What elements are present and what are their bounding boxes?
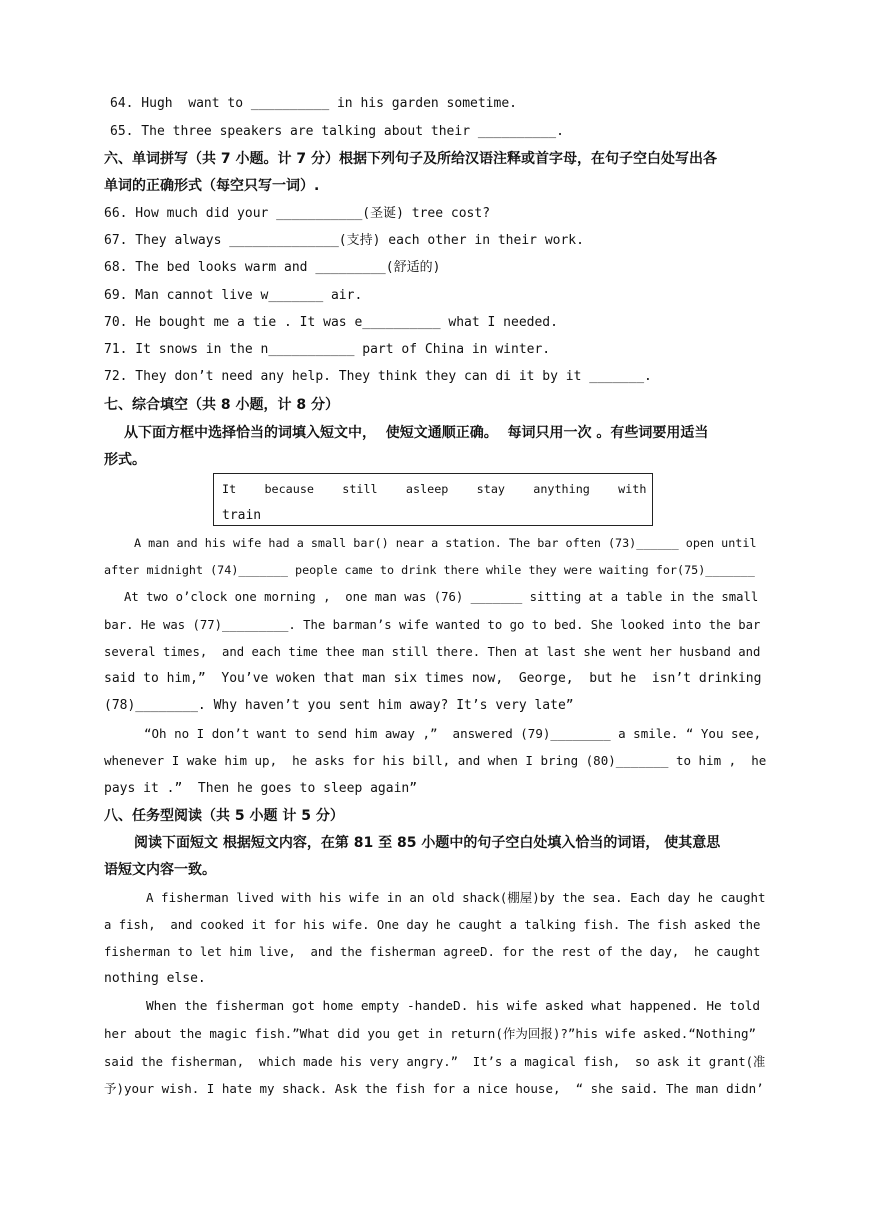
section-8-instructions: 阅读下面短文 根据短文内容，在第 81 至 85 小题中的句子空白处填入恰当的词语， 使其意思 <box>134 835 721 851</box>
reading-line-8: 予)your wish. I hate my shack. Ask the fish for a nice house, “ she said. The man didn’ <box>104 1081 764 1096</box>
cloze-line-1: A man and his wife had a small bar() near a station. The bar often (73)______ open until <box>134 536 757 550</box>
reading-line-5: When the fisherman got home empty -handeD. his wife asked what happened. He told <box>146 999 761 1014</box>
cloze-line-6: said to him,” You’ve woken that man six times now, George, but he isn’t drinking <box>104 671 762 686</box>
question-68: 68. The bed looks warm and _________(舒适的) <box>104 260 441 275</box>
section-8-instructions-cont: 语短文内容一致。 <box>104 862 216 878</box>
section-8-heading: 八、任务型阅读（共 5 小题 计 5 分） <box>104 808 344 824</box>
cloze-line-8: “Oh no I don’t want to send him away ,” answered (79)________ a smile. “ You see, <box>144 726 762 741</box>
reading-line-2: a fish, and cooked it for his wife. One day he caught a talking fish. The fish asked the <box>104 918 761 932</box>
question-64: 64. Hugh want to __________ in his garden sometime. <box>110 96 517 111</box>
cloze-line-5: several times, and each time thee man still there. Then at last she went her husband and <box>104 645 761 659</box>
word-bank-row-2: train <box>222 508 262 523</box>
cloze-line-10: pays it .” Then he goes to sleep again” <box>104 781 418 796</box>
cloze-line-9: whenever I wake him up, he asks for his bill, and when I bring (80)_______ to him , he <box>104 753 767 768</box>
section-7-instructions-cont: 形式。 <box>104 452 146 468</box>
question-69: 69. Man cannot live w_______ air. <box>104 288 363 303</box>
question-71: 71. It snows in the n___________ part of China in winter. <box>104 342 551 357</box>
question-66: 66. How much did your ___________(圣诞) tree cost? <box>104 206 491 221</box>
section-6-heading: 六、单词拼写（共 7 小题。计 7 分）根据下列句子及所给汉语注释或首字母，在句子空白处写出各 <box>104 151 717 167</box>
question-72: 72. They don’t need any help. They think they can di it by it _______. <box>104 369 652 384</box>
word-bank-box <box>213 473 653 526</box>
question-70: 70. He bought me a tie . It was e__________ what I needed. <box>104 315 558 330</box>
section-7-heading: 七、综合填空（共 8 小题，计 8 分） <box>104 397 339 413</box>
reading-line-4: nothing else. <box>104 971 206 986</box>
question-65: 65. The three speakers are talking about their __________. <box>110 124 564 139</box>
reading-line-1: A fisherman lived with his wife in an old shack(棚屋)by the sea. Each day he caught <box>146 890 766 905</box>
word-bank-row-1: It because still asleep stay anything with <box>222 482 647 496</box>
cloze-line-4: bar. He was (77)_________. The barman’s wife wanted to go to bed. She looked into the bar <box>104 618 761 632</box>
cloze-line-7: (78)________. Why haven’t you sent him away? It’s very late” <box>104 698 574 713</box>
section-6-heading-cont: 单词的正确形式（每空只写一词）. <box>104 178 320 194</box>
cloze-line-2: after midnight (74)_______ people came to drink there while they were waiting for(75)_______ <box>104 563 755 577</box>
reading-line-3: fisherman to let him live, and the fisherman agreeD. for the rest of the day, he caught <box>104 945 761 959</box>
question-67: 67. They always ______________(支持) each other in their work. <box>104 233 584 248</box>
reading-line-7: said the fisherman, which made his very angry.” It’s a magical fish, so ask it grant(准 <box>104 1055 766 1069</box>
reading-line-6: her about the magic fish.”What did you get in return(作为回报)?”his wife asked.“Nothing” <box>104 1026 757 1041</box>
section-7-instructions: 从下面方框中选择恰当的词填入短文中， 使短文通顺正确。 每词只用一次 。有些词要用适当 <box>124 425 709 441</box>
cloze-line-3: At two o’clock one morning , one man was (76) _______ sitting at a table in the small <box>124 590 759 604</box>
